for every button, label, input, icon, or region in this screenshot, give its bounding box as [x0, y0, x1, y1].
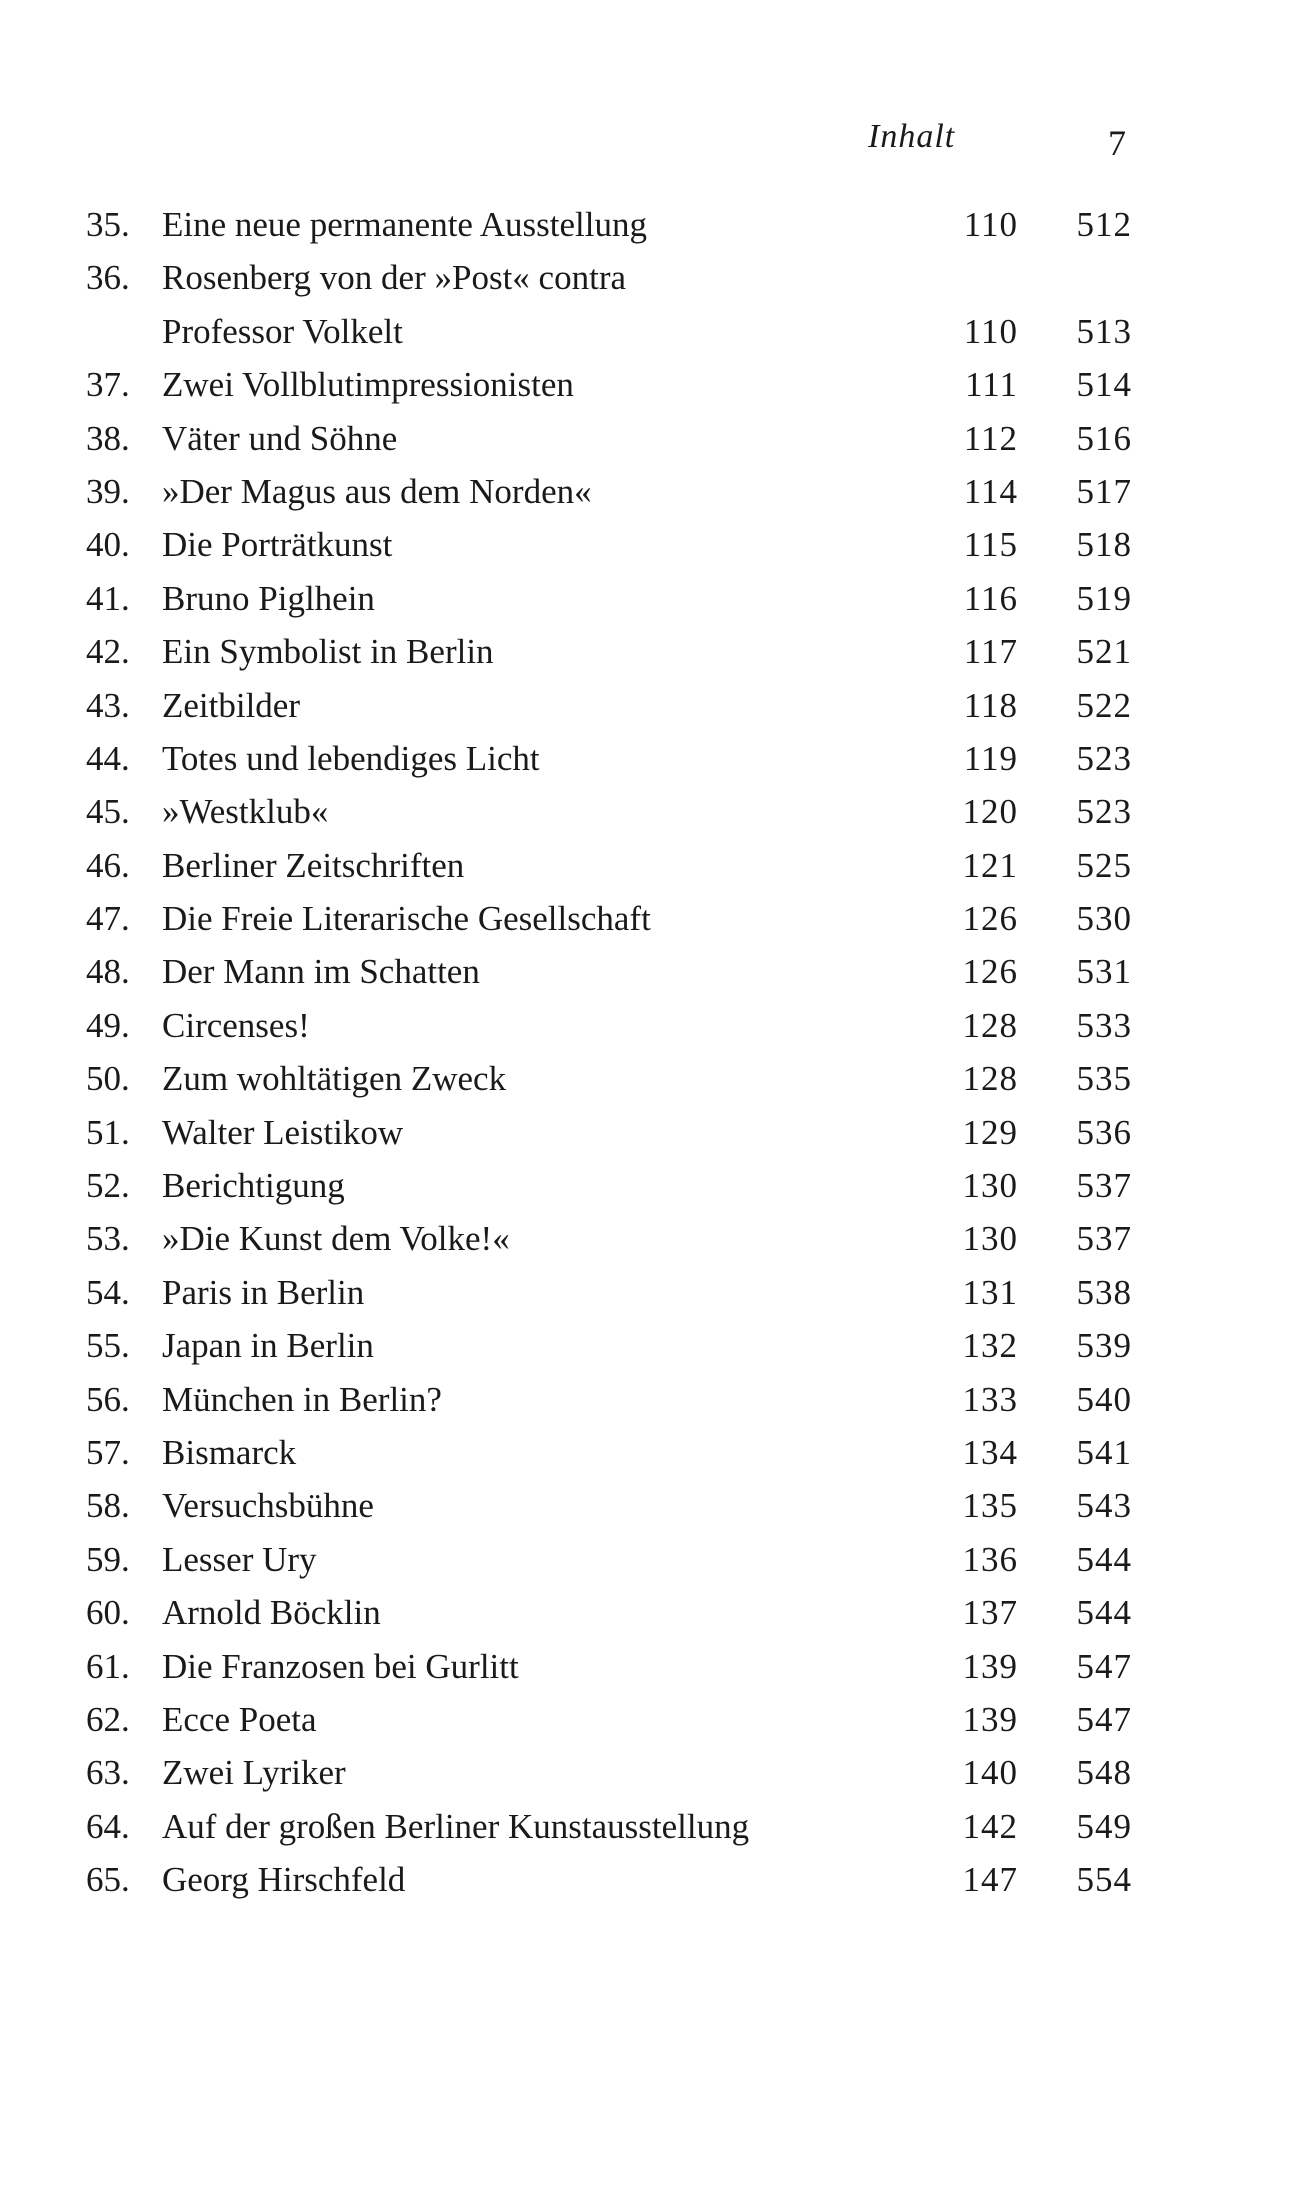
toc-entry — [0, 1159, 1294, 1212]
toc-entry — [0, 732, 1294, 785]
entry-title: Japan in Berlin — [162, 1326, 374, 1366]
entry-page-first: 120 — [962, 792, 1018, 832]
entry-page-first: 126 — [962, 952, 1018, 992]
entry-title: Lesser Ury — [162, 1539, 317, 1579]
entry-page-first: 133 — [962, 1379, 1018, 1419]
entry-number: 36. — [86, 258, 130, 298]
entry-title: Berichtigung — [162, 1166, 345, 1206]
toc-entry — [0, 198, 1294, 251]
entry-page-second: 554 — [1076, 1860, 1132, 1900]
toc-entry — [0, 892, 1294, 945]
toc-entry — [0, 1533, 1294, 1586]
entry-page-second: 537 — [1076, 1219, 1132, 1259]
entry-page-first: 130 — [962, 1166, 1018, 1206]
entry-title: Eine neue permanente Ausstellung — [162, 205, 647, 244]
toc-entry — [0, 1212, 1294, 1265]
entry-number: 59. — [86, 1539, 130, 1579]
entry-title: Berliner Zeitschriften — [162, 845, 465, 885]
entry-number: 39. — [86, 471, 130, 511]
entry-page-second: 523 — [1076, 738, 1132, 778]
entry-number: 60. — [86, 1593, 130, 1633]
entry-title: Zeitbilder — [162, 685, 301, 725]
entry-page-first: 126 — [962, 899, 1018, 939]
entry-page-first: 142 — [962, 1806, 1018, 1846]
entry-page-first: 114 — [963, 471, 1018, 511]
entry-title: Die Freie Literarische Gesellschaft — [162, 899, 651, 939]
toc-entry — [0, 1426, 1294, 1479]
toc-entry — [0, 1479, 1294, 1532]
entry-number: 38. — [86, 418, 130, 458]
entry-page-second: 548 — [1076, 1753, 1132, 1793]
entry-page-second: 540 — [1076, 1379, 1132, 1419]
toc-entry — [0, 1693, 1294, 1746]
toc-entry — [0, 251, 1294, 304]
entry-title: Der Mann im Schatten — [162, 952, 480, 992]
entry-page-second: 547 — [1076, 1646, 1132, 1686]
entry-page-first: 119 — [963, 738, 1018, 778]
entry-number: 62. — [86, 1699, 130, 1739]
entry-page-first: 117 — [963, 632, 1018, 672]
entry-title: Circenses! — [162, 1005, 310, 1045]
toc-entry — [0, 945, 1294, 998]
entry-title: Georg Hirschfeld — [162, 1860, 406, 1900]
entry-title: München in Berlin? — [162, 1379, 442, 1419]
entry-title: Ein Symbolist in Berlin — [162, 632, 494, 672]
entry-page-second: 544 — [1076, 1593, 1132, 1633]
entry-title: Arnold Böcklin — [162, 1593, 381, 1633]
entry-number: 37. — [86, 365, 130, 405]
entry-title: Väter und Söhne — [162, 418, 398, 458]
entry-number: 45. — [86, 792, 130, 832]
toc-entry — [0, 679, 1294, 732]
entry-page-first: 112 — [963, 418, 1018, 458]
toc-entry — [0, 1800, 1294, 1853]
entry-title: Rosenberg von der »Post« contra — [162, 258, 627, 298]
toc-entry — [0, 1106, 1294, 1159]
entry-title: Bruno Piglhein — [162, 578, 375, 618]
entry-page-second: 530 — [1076, 899, 1132, 939]
entry-page-second: 531 — [1076, 952, 1132, 992]
toc-entry — [0, 1373, 1294, 1426]
entry-page-first: 129 — [962, 1112, 1018, 1152]
entry-page-second: 543 — [1076, 1486, 1132, 1526]
running-header — [0, 118, 1294, 168]
entry-page-first: 116 — [963, 578, 1018, 618]
toc-entry — [0, 1266, 1294, 1319]
entry-page-second: 525 — [1076, 845, 1132, 885]
entry-number: 61. — [86, 1646, 130, 1686]
toc-entry — [0, 518, 1294, 571]
entry-number: 48. — [86, 952, 130, 992]
toc-entry — [0, 625, 1294, 678]
entry-page-first: 128 — [962, 1059, 1018, 1099]
entry-page-second: 516 — [1076, 418, 1132, 458]
toc-entry — [0, 1746, 1294, 1799]
entry-number: 64. — [86, 1806, 130, 1846]
toc-entry — [0, 999, 1294, 1052]
entry-number: 55. — [86, 1326, 130, 1366]
entry-title: Die Porträtkunst — [162, 525, 393, 565]
toc-entry — [0, 839, 1294, 892]
entry-page-second: 519 — [1076, 578, 1132, 618]
entry-title: »Westklub« — [162, 792, 329, 832]
toc-entry — [0, 572, 1294, 625]
entry-number: 42. — [86, 632, 130, 672]
entry-page-first: 139 — [962, 1646, 1018, 1686]
entry-page-second: 539 — [1076, 1326, 1132, 1366]
entry-page-second: 537 — [1076, 1166, 1132, 1206]
entry-page-first: 110 — [963, 311, 1018, 351]
entry-page-first: 134 — [962, 1432, 1018, 1472]
entry-page-second: 538 — [1076, 1272, 1132, 1312]
entry-number: 46. — [86, 845, 130, 885]
page-number: 7 — [1108, 123, 1126, 163]
entry-page-second: 513 — [1076, 311, 1132, 351]
entry-title: »Der Magus aus dem Norden« — [162, 471, 592, 511]
entry-title: Professor Volkelt — [162, 311, 403, 351]
entry-page-second: 523 — [1076, 792, 1132, 832]
entry-number: 41. — [86, 578, 130, 618]
toc-entry — [0, 1853, 1294, 1906]
entry-number: 44. — [86, 738, 130, 778]
toc-entry — [0, 358, 1294, 411]
entry-page-second: 521 — [1076, 632, 1132, 672]
running-title: Inhalt — [868, 118, 956, 155]
entry-number: 56. — [86, 1379, 130, 1419]
entry-number: 63. — [86, 1753, 130, 1793]
entry-title: Paris in Berlin — [162, 1272, 365, 1312]
entry-page-second: 522 — [1076, 685, 1132, 725]
entry-page-first: 130 — [962, 1219, 1018, 1259]
entry-title: Ecce Poeta — [162, 1699, 317, 1739]
table-of-contents — [0, 198, 1294, 1907]
entry-page-second: 544 — [1076, 1539, 1132, 1579]
entry-page-second: 536 — [1076, 1112, 1132, 1152]
entry-page-second: 518 — [1076, 525, 1132, 565]
entry-page-second: 533 — [1076, 1005, 1132, 1045]
toc-entry — [0, 1052, 1294, 1105]
entry-number: 43. — [86, 685, 130, 725]
entry-page-second: 512 — [1076, 205, 1132, 244]
entry-title: Zwei Lyriker — [162, 1753, 346, 1793]
entry-page-first: 140 — [962, 1753, 1018, 1793]
entry-page-first: 121 — [962, 845, 1018, 885]
entry-title: Zwei Vollblutimpressionisten — [162, 365, 574, 405]
entry-number: 52. — [86, 1166, 130, 1206]
entry-page-first: 136 — [962, 1539, 1018, 1579]
entry-number: 50. — [86, 1059, 130, 1099]
entry-page-first: 137 — [962, 1593, 1018, 1633]
entry-title: Totes und lebendiges Licht — [162, 738, 540, 778]
entry-page-first: 111 — [965, 365, 1018, 405]
toc-entry — [0, 305, 1294, 358]
entry-number: 49. — [86, 1005, 130, 1045]
entry-title: Versuchsbühne — [162, 1486, 374, 1526]
entry-page-first: 110 — [963, 205, 1018, 244]
entry-page-first: 132 — [962, 1326, 1018, 1366]
entry-title: Bismarck — [162, 1432, 297, 1472]
entry-page-first: 139 — [962, 1699, 1018, 1739]
entry-page-first: 128 — [962, 1005, 1018, 1045]
entry-page-first: 147 — [962, 1860, 1018, 1900]
entry-page-first: 135 — [962, 1486, 1018, 1526]
entry-number: 40. — [86, 525, 130, 565]
entry-page-second: 514 — [1076, 365, 1132, 405]
toc-entry — [0, 785, 1294, 838]
entry-number: 65. — [86, 1860, 130, 1900]
entry-page-second: 517 — [1076, 471, 1132, 511]
entry-number: 35. — [86, 205, 130, 244]
entry-page-second: 549 — [1076, 1806, 1132, 1846]
entry-number: 57. — [86, 1432, 130, 1472]
entry-page-first: 115 — [963, 525, 1018, 565]
entry-page-second: 535 — [1076, 1059, 1132, 1099]
entry-title: Zum wohltätigen Zweck — [162, 1059, 507, 1099]
entry-number: 54. — [86, 1272, 130, 1312]
entry-page-second: 541 — [1076, 1432, 1132, 1472]
toc-entry — [0, 1586, 1294, 1639]
entry-number: 51. — [86, 1112, 130, 1152]
entry-title: »Die Kunst dem Volke!« — [162, 1219, 510, 1259]
entry-number: 53. — [86, 1219, 130, 1259]
entry-number: 47. — [86, 899, 130, 939]
entry-title: Auf der großen Berliner Kunstausstellung — [162, 1806, 750, 1846]
entry-number: 58. — [86, 1486, 130, 1526]
toc-entry — [0, 465, 1294, 518]
entry-title: Die Franzosen bei Gurlitt — [162, 1646, 519, 1686]
toc-entry — [0, 412, 1294, 465]
entry-page-first: 118 — [963, 685, 1018, 725]
entry-title: Walter Leistikow — [162, 1112, 404, 1152]
toc-entry — [0, 1319, 1294, 1372]
entry-page-second: 547 — [1076, 1699, 1132, 1739]
entry-page-first: 131 — [962, 1272, 1018, 1312]
toc-entry — [0, 1640, 1294, 1693]
